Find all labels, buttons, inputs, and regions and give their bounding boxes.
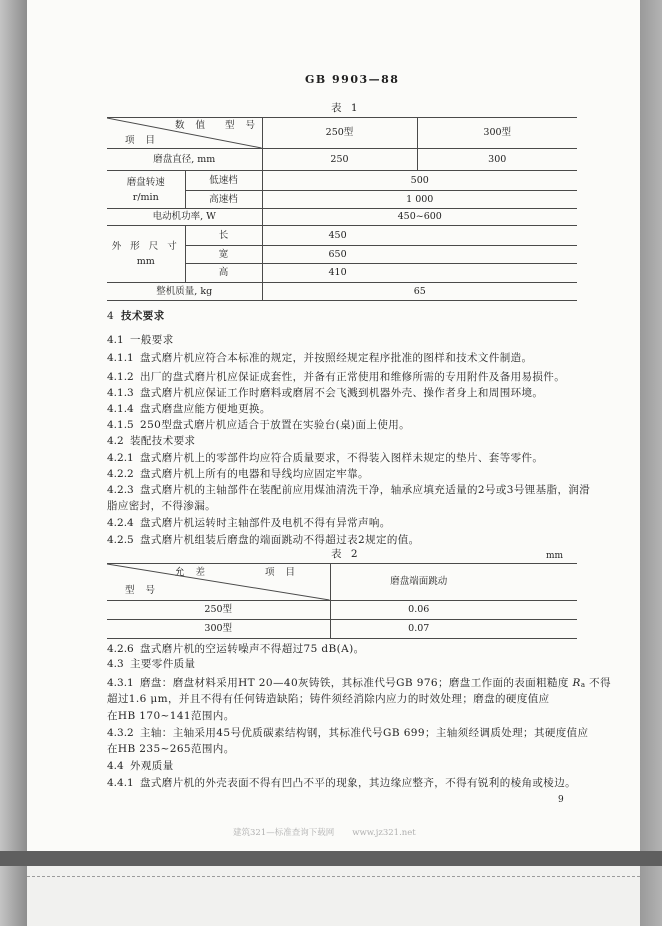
- disc-speed-unit: r/min: [132, 191, 159, 203]
- clause-text: 盘式磨片机的主轴部件在装配前应用煤油清洗干净，轴承应填充适量的2号或3号锂基脂，润滑: [140, 484, 591, 496]
- clause-number: 4.2.5: [107, 534, 134, 546]
- section-number: 4.2: [107, 435, 124, 447]
- dimensions-unit: mm: [136, 256, 155, 267]
- table-row: [107, 149, 577, 171]
- section-heading-4-1: [107, 333, 174, 347]
- clause-4-2-4: [107, 516, 391, 530]
- column-header-300: 300型: [417, 118, 577, 149]
- corner-label-tolerance: 允 差: [175, 567, 210, 578]
- clause-number: 4.3.2: [107, 727, 134, 739]
- clause-4-3-2-continued: 在HB 235~265范围内。: [107, 743, 235, 755]
- section-title: 主要零件质量: [130, 658, 196, 670]
- section-title: 一般要求: [130, 334, 174, 346]
- section-title: 装配技术要求: [130, 435, 196, 447]
- clause-text: 磨盘：磨盘材料采用HT 20—40灰铸铁，其标准代号GB 976；磨盘工作面的表面粗糙度: [140, 677, 573, 689]
- page-gap: [0, 851, 662, 866]
- dimensions-label: 外 形 尺 寸: [111, 241, 180, 252]
- table-2-header-row: [107, 564, 577, 601]
- corner-label-item: 项 目: [125, 135, 160, 146]
- section-number: 4: [107, 310, 114, 322]
- clause-text: 盘式磨片机上所有的电器和导线均应固定牢靠。: [140, 468, 369, 480]
- runout-250: 0.06: [330, 601, 577, 620]
- dimension-length-value: 450: [262, 226, 577, 246]
- clause-text: 盘式磨片机组装后磨盘的端面跳动不得超过表2规定的值。: [140, 534, 420, 546]
- table-2-corner-cell: [107, 564, 330, 601]
- clause-number: 4.1.4: [107, 403, 134, 415]
- table-1-caption: 表 1: [331, 102, 361, 114]
- clause-number: 4.1.5: [107, 419, 134, 431]
- clause-number: 4.2.1: [107, 452, 134, 464]
- clause-number: 4.2.3: [107, 484, 134, 496]
- clause-4-3-1: [107, 676, 611, 692]
- section-number: 4.1: [107, 334, 124, 346]
- clause-text-end: 不得: [585, 677, 611, 689]
- dimension-breadth-value: 650: [262, 246, 577, 264]
- roughness-subscript: a: [580, 681, 586, 689]
- model-250: 250型: [107, 601, 330, 620]
- clause-number: 4.2.4: [107, 517, 134, 529]
- dimension-breadth-label: 宽: [185, 246, 262, 264]
- clause-text: 盘式磨片机的外壳表面不得有凹凸不平的现象，其边缘应整齐，不得有锐利的棱角或棱边。: [140, 777, 576, 789]
- clause-4-3-1-continued: 在HB 170~141范围内。: [107, 710, 235, 722]
- row-label-machine-mass: 整机质量, kg: [107, 283, 262, 301]
- clause-4-4-1: [107, 776, 576, 790]
- dimension-tall-label: 高: [185, 264, 262, 283]
- runout-300: 0.07: [330, 620, 577, 639]
- machine-mass-value: 65: [262, 283, 577, 301]
- corner-label-model: 型 号: [125, 585, 160, 596]
- section-heading-4-4: [107, 759, 174, 773]
- clause-number: 4.2.2: [107, 468, 134, 480]
- table-row: [107, 226, 577, 246]
- clause-number: 4.1.3: [107, 387, 134, 399]
- motor-power-value: 450~600: [262, 209, 577, 226]
- column-header-250: 250型: [262, 118, 417, 149]
- clause-4-2-3-continued: 脂应密封，不得渗漏。: [107, 500, 216, 512]
- table-1-corner-cell: [107, 118, 262, 149]
- clause-4-2-5: [107, 533, 420, 547]
- clause-4-3-2: [107, 726, 588, 740]
- model-300: 300型: [107, 620, 330, 639]
- clause-4-2-3: [107, 483, 590, 497]
- clause-text: 250型盘式磨片机应适合于放置在实验台(桌)面上使用。: [140, 419, 411, 431]
- section-title: 外观质量: [130, 760, 174, 772]
- disc-diameter-300: 300: [417, 149, 577, 171]
- clause-4-3-1-continued: 超过1.6 μm，并且不得有任何铸造缺陷；铸件须经消除内应力的时效处理；磨盘的硬度值应: [107, 693, 550, 705]
- low-speed-value: 500: [262, 171, 577, 191]
- scan-line: [27, 876, 640, 877]
- corner-label-item: 项 目: [265, 567, 300, 578]
- high-speed-label: 高速档: [185, 191, 262, 209]
- clause-4-1-3: [107, 386, 543, 400]
- watermark-url: www.jz321.net: [352, 828, 416, 838]
- section-title: 技术要求: [121, 310, 165, 322]
- next-page-edge: [27, 866, 640, 926]
- dimension-length-label: 长: [185, 226, 262, 246]
- clause-text: 主轴：主轴采用45号优质碳素结构钢，其标准代号GB 699；主轴须经调质处理；其硬度值应: [140, 727, 589, 739]
- clause-text: 盘式磨片机运转时主轴部件及电机不得有异常声响。: [140, 517, 391, 529]
- clause-4-1-2: [107, 370, 565, 384]
- watermark-site-name: 建筑321—标准查询下载网: [233, 828, 335, 838]
- table-row: [107, 620, 577, 639]
- clause-text: 出厂的盘式磨片机应保证成套性，并备有正常使用和维修所需的专用附件及备用易损件。: [140, 371, 566, 383]
- section-heading-4-2: [107, 434, 195, 448]
- clause-4-1-5: [107, 418, 410, 432]
- table-1: [107, 117, 577, 301]
- clause-text: 盘式磨片机上的零部件均应符合质量要求，不得装入图样未规定的垫片、套等零件。: [140, 452, 544, 464]
- low-speed-label: 低速档: [185, 171, 262, 191]
- clause-4-2-2: [107, 467, 369, 481]
- corner-label-model: 型 号: [225, 120, 260, 131]
- standard-code: GB 9903—88: [305, 73, 400, 86]
- watermark: [233, 826, 416, 840]
- clause-number: 4.2.6: [107, 643, 134, 655]
- table-2-unit: mm: [546, 551, 564, 561]
- section-number: 4.4: [107, 760, 124, 772]
- table-row: [107, 601, 577, 620]
- table-row: [107, 283, 577, 301]
- corner-label-value: 数 值: [175, 120, 210, 131]
- page-number: 9: [558, 795, 564, 805]
- disc-diameter-250: 250: [262, 149, 417, 171]
- table-2-caption: 表 2: [331, 548, 361, 560]
- high-speed-value: 1 000: [262, 191, 577, 209]
- clause-number: 4.4.1: [107, 777, 134, 789]
- section-heading-4: [107, 309, 165, 323]
- clause-4-1-1: [107, 351, 532, 365]
- table-2: [107, 563, 577, 639]
- clause-number: 4.3.1: [107, 677, 134, 689]
- row-label-dimensions: [107, 226, 185, 283]
- dimension-tall-value: 410: [262, 264, 577, 283]
- clause-text: 盘式磨盘应能方便地更换。: [140, 403, 271, 415]
- section-heading-4-3: [107, 657, 195, 671]
- section-number: 4.3: [107, 658, 124, 670]
- clause-number: 4.1.1: [107, 352, 134, 364]
- row-label-motor-power: 电动机功率, W: [107, 209, 262, 226]
- clause-text: 盘式磨片机的空运转噪声不得超过75 dB(A)。: [140, 643, 365, 655]
- row-label-disc-diameter: 磨盘直径, mm: [107, 149, 262, 171]
- roughness-symbol: R: [572, 677, 581, 689]
- clause-4-2-1: [107, 451, 543, 465]
- column-header-runout: 磨盘端面跳动: [330, 564, 577, 601]
- row-label-disc-speed: [107, 171, 185, 209]
- clause-4-1-4: [107, 402, 271, 416]
- table-1-header-row: [107, 118, 577, 149]
- disc-speed-label: 磨盘转速: [126, 176, 165, 188]
- table-row: [107, 171, 577, 191]
- clause-text: 盘式磨片机应保证工作时磨料或磨屑不会飞溅到机器外壳、操作者身上和周围环境。: [140, 387, 544, 399]
- table-row: [107, 209, 577, 226]
- clause-number: 4.1.2: [107, 371, 134, 383]
- clause-text: 盘式磨片机应符合本标准的规定，并按照经规定程序批准的图样和技术文件制造。: [140, 352, 533, 364]
- clause-4-2-6: [107, 642, 365, 656]
